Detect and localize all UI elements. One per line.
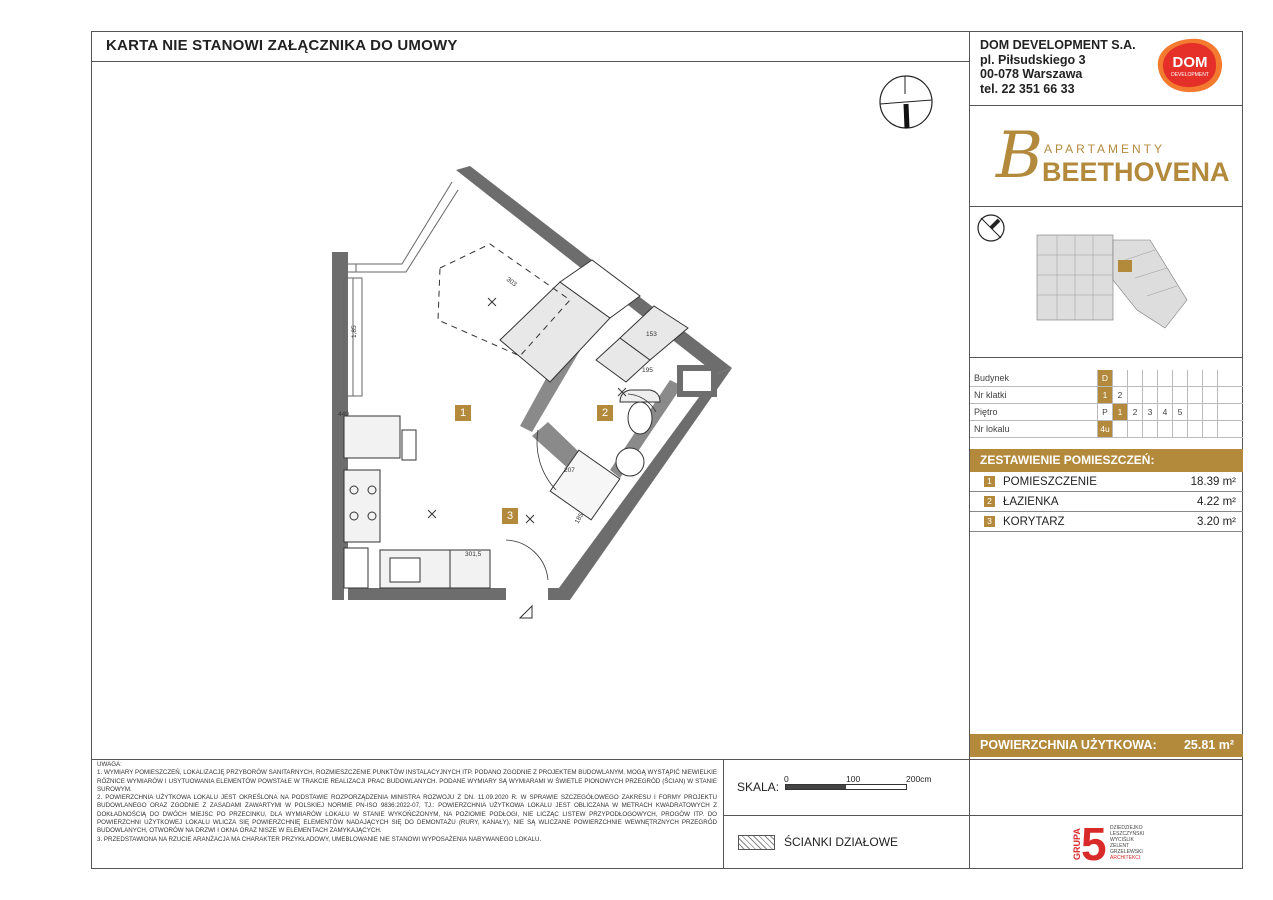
- rooms-header: ZESTAWIENIE POMIESZCZEŃ:: [970, 449, 1243, 472]
- architect-grupa: GRUPA: [1072, 828, 1082, 860]
- brand-logo: [990, 115, 1230, 195]
- company-street: pl. Piłsudskiego 3: [980, 52, 1086, 67]
- note-item: 1. WYMIARY POMIESZCZEŃ, LOKALIZACJĘ PRZYBORÓW SANITARNYCH, ROZMIESZCZENIE PUNKTÓW INSTALACYJNYCH ITP. PODANO ZGODNIE Z PROJEKTEM BUDOWLANYM. MOGĄ WYSTĄPIĆ NIEWIELKIE RÓŻNICE WYMIARÓW I USYTUOWANIA ELEMENTÓW POWSTAŁE W TRAKCIE REALIZACJI PRAC BUDOWLANYCH. PODANE WYMIARY SĄ WYMIARAMI W ŚWIETLE PIONOWYCH PRZEGRÓD (ŚCIAN) W STANIE SUROWYM.: [97, 769, 717, 793]
- room-badge-3: 3: [502, 508, 518, 524]
- scale-tick-0: 0: [784, 774, 789, 784]
- company-name: DOM DEVELOPMENT S.A.: [980, 38, 1136, 52]
- brand-mark: B: [996, 119, 1044, 193]
- north-arrow-icon: [877, 74, 937, 134]
- partition-legend-swatch: [738, 835, 775, 850]
- room-number: 1: [984, 476, 995, 487]
- scale-divider: [723, 815, 969, 816]
- dim-label: 153: [646, 331, 657, 338]
- dining-table-icon: [344, 416, 416, 460]
- room-area: 4.22 m²: [1197, 495, 1236, 508]
- details-cell: P: [1097, 404, 1112, 420]
- details-cell: 1: [1112, 404, 1127, 420]
- architect-line: ZELENT: [1110, 843, 1130, 849]
- architect-digit: 5: [1081, 820, 1107, 864]
- dom-logo-subtext: DEVELOPMENT: [1171, 72, 1209, 78]
- company-divider: [969, 105, 1243, 106]
- note-item: 2. POWIERZCHNIA UŻYTKOWA LOKALU JEST OKREŚLONA NA PODSTAWIE ROZPORZĄDZENIA MINISTRA ROZWOJU Z DN. 11.09.2020 R. W SPRAWIE SZCZEGÓŁOWEGO ZAKRESU I FORMY PROJEKTU BUDOWLANEGO ORAZ ZGODNIE Z ZASADAMI ZAWARTYMI W POLSKIEJ NORMIE PN-ISO 9836:2022-07, TJ.: POWIERZCHNIA UŻYTKOWA LOKALU JEST OBLICZANA W METRACH KWADRATOWYCH Z DOKŁADNOŚCIĄ DO DWÓCH MIEJSC PO PRZECINKU, DLA WYMIARÓW LOKALU W STANIE WYKOŃCZONYM, NA POZIOMIE PODŁOGI, NIE LICZĄC LISTEW PRZYPODŁOGOWYCH, PROGÓW ITP. DO POWIERZCHNI UŻYTKOWEJ LOKALU WLICZA SIĘ POWIERZCHNIĘ ELEMENTÓW NADAJĄCYCH SIĘ DO DEMONTAŻU (RURY, KANAŁY), NIE SĄ WLICZANE POWIERZCHNIE WEWNĘTRZNYCH PRZEGRÓD BUDOWLANYCH, OTWORÓW NA DRZWI I OKNA ORAZ NISZE W ELEMENTACH ZAMYKAJĄCYCH.: [97, 794, 717, 835]
- key-plan: [975, 210, 1240, 352]
- dom-logo: [1155, 36, 1225, 94]
- scale-bar: [785, 784, 907, 790]
- brand-divider: [969, 206, 1243, 207]
- details-cell: 3: [1142, 404, 1157, 420]
- architect-divider: [969, 815, 1243, 816]
- room-row: [970, 512, 1243, 532]
- dim-label: 301,5: [465, 551, 482, 558]
- details-cell: 4: [1157, 404, 1172, 420]
- room-number: 3: [984, 516, 995, 527]
- window-diagonal: [348, 182, 458, 272]
- scale-tick-100: 100: [846, 774, 861, 784]
- room-number: 2: [984, 496, 995, 507]
- room-name: ŁAZIENKA: [1003, 495, 1059, 508]
- notes-divider: [723, 759, 724, 869]
- keyplan-divider: [969, 357, 1243, 358]
- building-outline: [1037, 235, 1187, 328]
- room-badge-2: 2: [597, 405, 613, 421]
- dim-label: 1,85: [351, 325, 358, 338]
- dim-label: 185: [573, 512, 586, 525]
- room-name: POMIESZCZENIE: [1003, 475, 1097, 488]
- total-area-bar: [970, 734, 1243, 757]
- details-row-unit: [970, 421, 1243, 438]
- room-area: 18.39 m²: [1190, 475, 1236, 488]
- partition-legend-label: ŚCIANKI DZIAŁOWE: [784, 835, 899, 849]
- room-name: KORYTARZ: [1003, 515, 1065, 528]
- kitchen-left: [344, 470, 380, 588]
- architect-line: ARCHITEKCI: [1110, 855, 1141, 861]
- note-item: 3. PRZEDSTAWIONA NA RZUCIE ARANŻACJA MA CHARAKTER PRZYKŁADOWY, UMEBLOWANIE NIE STANOWI WYPOSAŻENIA NABYWANEGO LOKALU.: [97, 835, 542, 843]
- unit-details-table: [970, 370, 1243, 438]
- keyplan-compass-icon: [978, 215, 1004, 241]
- architect-line: LESZCZYŃSKI: [1110, 831, 1145, 837]
- page-title: KARTA NIE STANOWI ZAŁĄCZNIKA DO UMOWY: [106, 37, 458, 54]
- bed-icon: [500, 260, 688, 382]
- details-row-building: [970, 370, 1243, 387]
- architect-line: GRZELEWSKI: [1110, 849, 1143, 855]
- architect-line: WYCIŚLIK: [1110, 837, 1134, 843]
- architect-logo: [1066, 820, 1176, 864]
- details-row-staircase: [970, 387, 1243, 404]
- dim-label: 303: [504, 276, 518, 289]
- company-info: [980, 38, 1136, 96]
- scale-tick-200: 200cm: [906, 774, 932, 784]
- details-label: Nr lokalu: [974, 424, 1010, 434]
- details-label: Budynek: [974, 373, 1010, 383]
- details-row-floor: [970, 404, 1243, 421]
- keyplan-unit-highlight: [1118, 260, 1132, 272]
- details-cell: 1: [1097, 387, 1112, 403]
- dom-logo-text: DOM: [1172, 54, 1208, 71]
- brand-line1: APARTAMENTY: [1044, 142, 1166, 156]
- details-label: Piętro: [974, 407, 998, 417]
- details-cell: 4u: [1097, 421, 1112, 437]
- dim-label: 449: [338, 411, 349, 418]
- floor-plan: [320, 160, 750, 630]
- company-phone: tel. 22 351 66 33: [980, 81, 1075, 96]
- footer-divider: [91, 759, 1243, 760]
- entrance-marker: [520, 606, 532, 618]
- scale-label: SKALA:: [737, 780, 780, 794]
- notes: [97, 761, 717, 844]
- company-city: 00-078 Warszawa: [980, 67, 1083, 81]
- room-row: [970, 492, 1243, 512]
- dim-label: 207: [564, 467, 575, 474]
- total-area-label: POWIERZCHNIA UŻYTKOWA:: [980, 738, 1157, 752]
- details-cell: 5: [1172, 404, 1187, 420]
- room-row: [970, 472, 1243, 492]
- room-badge-1: 1: [455, 405, 471, 421]
- rooms-list: [970, 472, 1243, 532]
- notes-title: UWAGA:: [97, 761, 122, 768]
- title-divider: [91, 61, 969, 62]
- total-area-value: 25.81 m²: [1183, 738, 1234, 752]
- details-cell: 2: [1112, 387, 1127, 403]
- brand-line2: BEETHOVENA: [1042, 157, 1230, 187]
- details-cell: 2: [1127, 404, 1142, 420]
- details-label: Nr klatki: [974, 390, 1007, 400]
- architect-line: DZIEDZIEJKO: [1110, 825, 1143, 831]
- dim-label: 195: [642, 367, 653, 374]
- details-cell: D: [1097, 370, 1112, 386]
- shaft: [680, 368, 714, 394]
- room-area: 3.20 m²: [1197, 515, 1236, 528]
